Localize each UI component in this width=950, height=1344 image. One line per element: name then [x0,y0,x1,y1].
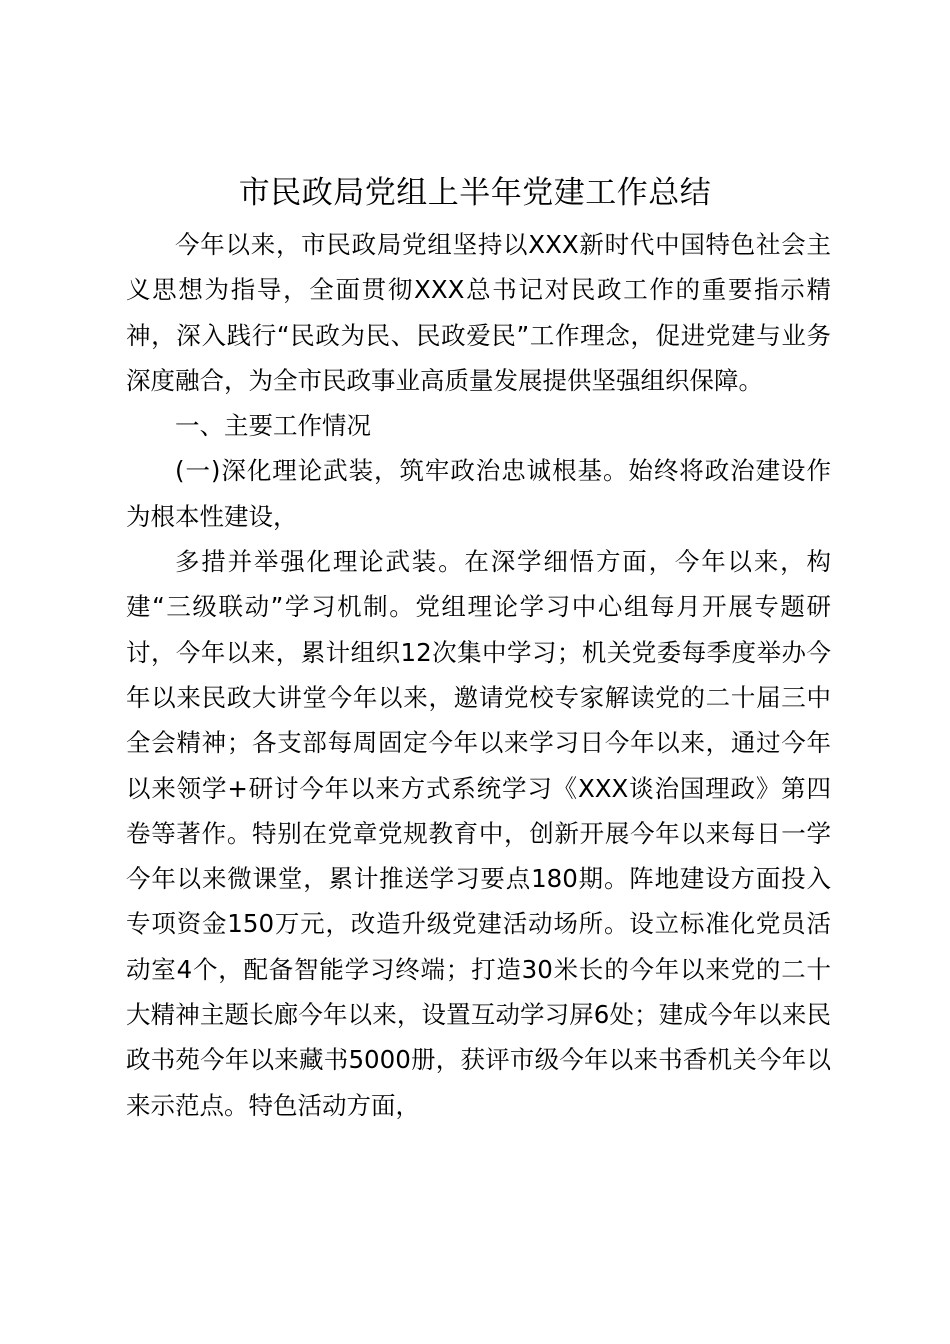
subsection-heading-paragraph: (一)深化理论武装，筑牢政治忠诚根基。始终将政治建设作为根本性建设， [126,456,831,531]
section-heading: 一、主要工作情况 [175,411,371,441]
document-body [126,222,831,1128]
intro-paragraph: 今年以来，市民政局党组坚持以XXX新时代中国特色社会主义思想为指导，全面贯彻XXX总书记对民政工作的重要指示精神，深入践行“民政为民、民政爱民”工作理念，促进党建与业务深度融合，为全市民政事业高质量发展提供坚强组织保障。 [126,230,831,395]
document-title: 市民政局党组上半年党建工作总结 [238,175,712,211]
body-paragraph: 多措并举强化理论武装。在深学细悟方面，今年以来，构建“三级联动”学习机制。党组理论学习中心组每月开展专题研讨，今年以来，累计组织12次集中学习；机关党委每季度举办今年以来民政大讲堂今年以来，邀请党校专家解读党的二十届三中全会精神；各支部每周固定今年以来学习日今年以来，通过今年以来领学+研讨今年以来方式系统学习《XXX谈治国理政》第四卷等著作。特别在党章党规教育中，创新开展今年以来每日一学今年以来微课堂，累计推送学习要点180期。阵地建设方面投入专项资金150万元，改造升级党建活动场所。设立标准化党员活动室4个，配备智能学习终端；打造30米长的今年以来党的二十大精神主题长廊今年以来，设置互动学习屏6处；建成今年以来民政书苑今年以来藏书5000册，获评市级今年以来书香机关今年以来示范点。特色活动方面， [126,547,831,1120]
